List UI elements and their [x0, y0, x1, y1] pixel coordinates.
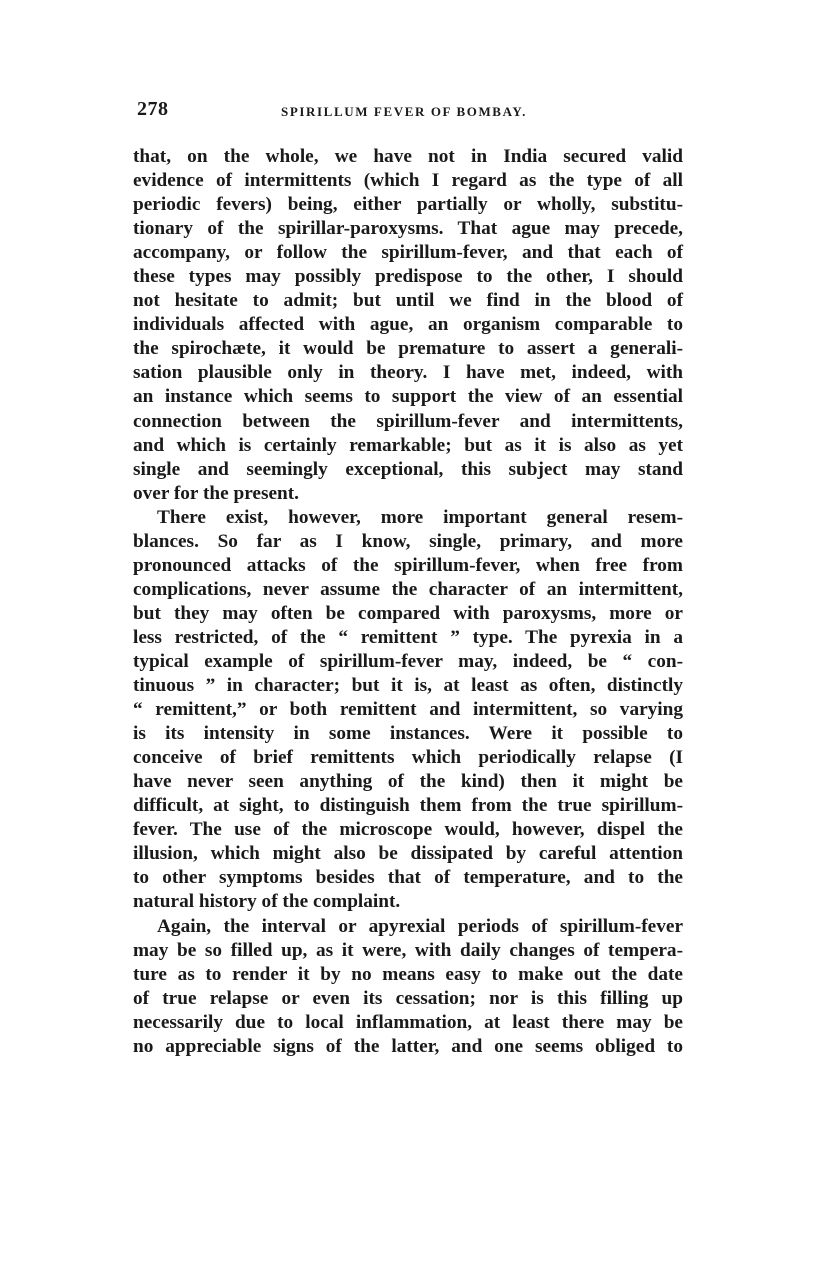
text-line: an instance which seems to support the view of an essential — [133, 386, 683, 408]
text-line: necessarily due to local inflammation, at least there may be — [133, 1011, 683, 1033]
text-line: that, on the whole, we have not in India secured valid — [133, 146, 683, 167]
text-line: complications, never assume the character of an intermittent, — [133, 578, 683, 600]
text-line: connection between the spirillum-fever and intermittents, — [133, 410, 683, 432]
text-line: the spirochæte, it would be premature to assert a generali- — [133, 338, 683, 360]
page-number: 278 — [137, 98, 169, 120]
text-line: individuals affected with ague, an organism comparable to — [133, 314, 683, 336]
text-line: tinuous ” in character; but it is, at least as often, distinctly — [133, 675, 683, 697]
text-line: blances. So far as I know, single, primary, and more — [133, 530, 683, 552]
body-text — [133, 145, 683, 1059]
paragraph-end-line: over for the present. — [133, 482, 299, 504]
text-line: conceive of brief remittents which periodically relapse (I — [133, 747, 683, 769]
text-line: single and seemingly exceptional, this subject may stand — [133, 458, 683, 480]
text-line: illusion, which might also be dissipated by careful attention — [133, 843, 683, 865]
text-line: may be so filled up, as it were, with daily changes of tempera- — [133, 939, 683, 961]
paragraph-start-line: There exist, however, more important general resem- — [157, 506, 683, 528]
text-line: accompany, or follow the spirillum-fever, and that each of — [133, 242, 683, 264]
text-line: evidence of intermittents (which I regard as the type of all — [133, 170, 683, 192]
text-line: difficult, at sight, to distinguish them from the true spirillum- — [133, 795, 683, 817]
text-line: fever. The use of the microscope would, however, dispel the — [133, 819, 683, 841]
text-line: to other symptoms besides that of temperature, and to the — [133, 867, 683, 889]
text-line: not hesitate to admit; but until we find in the blood of — [133, 290, 683, 312]
text-line: have never seen anything of the kind) then it might be — [133, 771, 683, 793]
text-line: and which is certainly remarkable; but as it is also as yet — [133, 434, 683, 456]
text-line: but they may often be compared with paroxysms, more or — [133, 602, 683, 624]
text-line: typical example of spirillum-fever may, indeed, be “ con- — [133, 650, 683, 672]
running-title: SPIRILLUM FEVER OF BOMBAY. — [281, 104, 528, 119]
text-line: pronounced attacks of the spirillum-fever, when free from — [133, 554, 683, 576]
paragraph-start-line: Again, the interval or apyrexial periods of spirillum-fever — [157, 915, 683, 937]
paragraph-end-line: natural history of the complaint. — [133, 891, 401, 913]
running-head — [137, 98, 682, 128]
text-line: less restricted, of the “ remittent ” type. The pyrexia in a — [133, 626, 683, 648]
text-line: tionary of the spirillar-paroxysms. That ague may precede, — [133, 218, 683, 240]
text-line: “ remittent,” or both remittent and intermittent, so varying — [133, 699, 683, 721]
text-line: sation plausible only in theory. I have met, indeed, with — [133, 362, 683, 384]
text-line: ture as to render it by no means easy to make out the date — [133, 963, 683, 985]
text-line: of true relapse or even its cessation; nor is this filling up — [133, 987, 683, 1009]
text-line: these types may possibly predispose to the other, I should — [133, 266, 683, 288]
text-line: periodic fevers) being, either partially or wholly, substitu- — [133, 194, 683, 216]
text-line: no appreciable signs of the latter, and one seems obliged to — [133, 1035, 683, 1057]
text-line: is its intensity in some instances. Were it possible to — [133, 723, 683, 745]
